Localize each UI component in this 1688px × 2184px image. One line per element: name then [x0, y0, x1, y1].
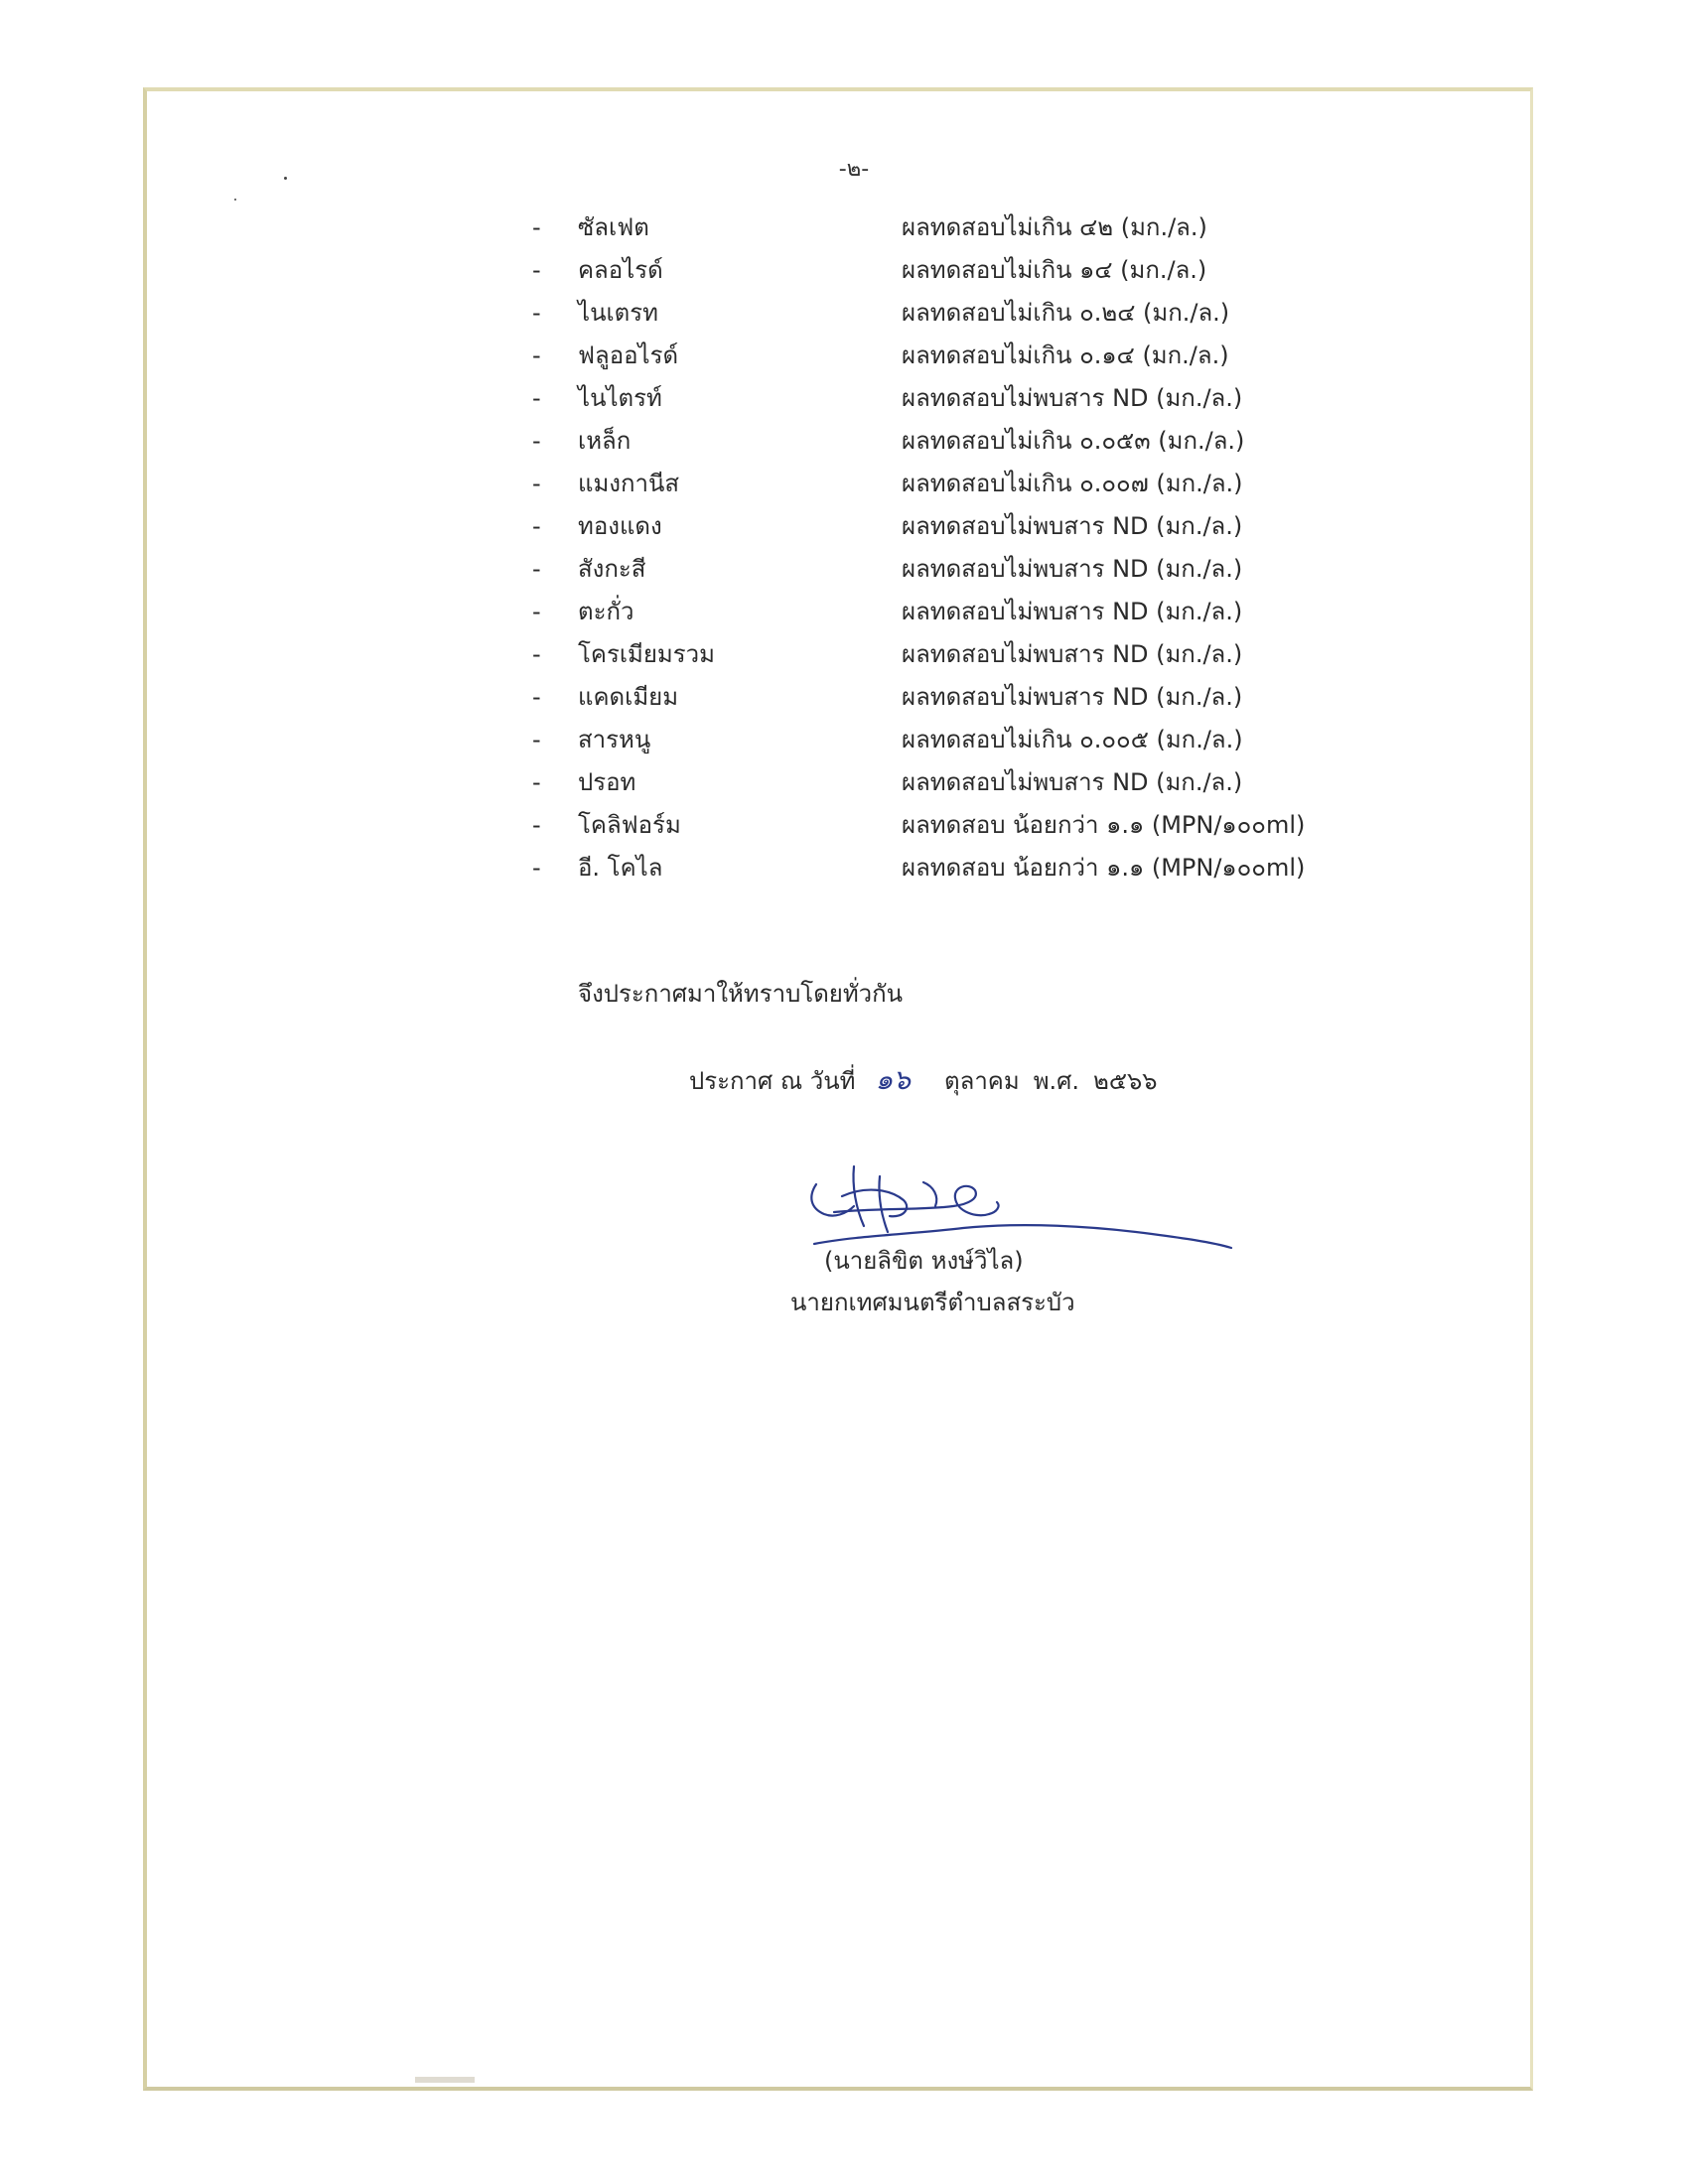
parameter-name: ไนเตรท — [578, 299, 658, 327]
list-item — [532, 804, 1346, 847]
scan-speck — [234, 199, 236, 201]
parameter-result: ผลทดสอบไม่เกิน ๔๒ (มก./ล.) — [902, 213, 1207, 241]
scan-speck — [284, 177, 287, 180]
parameter-result: ผลทดสอบไม่พบสาร ND (มก./ล.) — [902, 555, 1243, 583]
parameter-name: แคดเมียม — [578, 683, 679, 711]
parameter-result: ผลทดสอบไม่พบสาร ND (มก./ล.) — [902, 640, 1243, 668]
bullet: - — [532, 555, 541, 583]
parameter-result: ผลทดสอบไม่พบสาร ND (มก./ล.) — [902, 384, 1243, 412]
list-item — [532, 249, 1346, 292]
list-item — [532, 206, 1346, 249]
date-year: ๒๕๖๖ — [1093, 1067, 1158, 1095]
parameter-result: ผลทดสอบไม่เกิน ๑๔ (มก./ล.) — [902, 256, 1207, 284]
bullet: - — [532, 427, 541, 455]
parameter-name: คลอไรด์ — [578, 256, 663, 284]
parameter-result: ผลทดสอบ น้อยกว่า ๑.๑ (MPN/๑๐๐ml) — [902, 811, 1306, 839]
date-prefix: ประกาศ ณ วันที่ — [689, 1067, 856, 1095]
list-item — [532, 292, 1346, 335]
bullet: - — [532, 384, 541, 412]
parameter-result: ผลทดสอบไม่พบสาร ND (มก./ล.) — [902, 598, 1243, 625]
parameter-name: โคลิฟอร์ม — [578, 811, 681, 839]
list-item — [532, 335, 1346, 377]
closing-statement: จึงประกาศมาให้ทราบโดยทั่วกัน — [578, 980, 904, 1008]
parameter-result: ผลทดสอบไม่เกิน ๐.๑๔ (มก./ล.) — [902, 341, 1229, 369]
announcement-date — [689, 1058, 1171, 1102]
parameter-name: ตะกั่ว — [578, 598, 634, 625]
bullet: - — [532, 811, 541, 839]
test-results-list — [532, 206, 1346, 889]
bullet: - — [532, 768, 541, 796]
scan-smudge — [415, 2077, 475, 2083]
parameter-name: เหล็ก — [578, 427, 632, 455]
bullet: - — [532, 683, 541, 711]
parameter-result: ผลทดสอบไม่พบสาร ND (มก./ล.) — [902, 683, 1243, 711]
bullet: - — [532, 213, 541, 241]
date-month: ตุลาคม — [944, 1067, 1020, 1095]
list-item — [532, 633, 1346, 676]
page-number: -๒- — [838, 157, 870, 182]
parameter-result: ผลทดสอบไม่พบสาร ND (มก./ล.) — [902, 512, 1243, 540]
parameter-result: ผลทดสอบ น้อยกว่า ๑.๑ (MPN/๑๐๐ml) — [902, 854, 1306, 882]
parameter-name: ทองแดง — [578, 512, 662, 540]
parameter-result: ผลทดสอบไม่เกิน ๐.๐๐๗ (มก./ล.) — [902, 470, 1243, 497]
list-item — [532, 463, 1346, 505]
parameter-result: ผลทดสอบไม่เกิน ๐.๐๐๕ (มก./ล.) — [902, 726, 1243, 753]
bullet: - — [532, 854, 541, 882]
bullet: - — [532, 299, 541, 327]
list-item — [532, 505, 1346, 548]
bullet: - — [532, 598, 541, 625]
list-item — [532, 420, 1346, 463]
bullet: - — [532, 470, 541, 497]
parameter-result: ผลทดสอบไม่พบสาร ND (มก./ล.) — [902, 768, 1243, 796]
list-item — [532, 761, 1346, 804]
list-item — [532, 719, 1346, 761]
parameter-name: สารหนู — [578, 726, 651, 753]
signer-title: นายกเทศมนตรีตำบลสระบัว — [790, 1289, 1075, 1316]
parameter-result: ผลทดสอบไม่เกิน ๐.๐๕๓ (มก./ล.) — [902, 427, 1245, 455]
signer-name: (นายลิขิต หงษ์วิไล) — [824, 1247, 1024, 1275]
date-day-handwritten: ๑๖ — [875, 1063, 912, 1096]
list-item — [532, 591, 1346, 633]
date-era: พ.ศ. — [1033, 1067, 1079, 1095]
parameter-name: ซัลเฟต — [578, 213, 649, 241]
list-item — [532, 377, 1346, 420]
parameter-name: สังกะสี — [578, 555, 646, 583]
list-item — [532, 676, 1346, 719]
parameter-name: ฟลูออไรด์ — [578, 341, 679, 369]
bullet: - — [532, 256, 541, 284]
list-item — [532, 548, 1346, 591]
parameter-name: โครเมียมรวม — [578, 640, 715, 668]
bullet: - — [532, 726, 541, 753]
bullet: - — [532, 341, 541, 369]
bullet: - — [532, 512, 541, 540]
bullet: - — [532, 640, 541, 668]
parameter-name: ไนไตรท์ — [578, 384, 662, 412]
list-item — [532, 847, 1346, 889]
parameter-result: ผลทดสอบไม่เกิน ๐.๒๔ (มก./ล.) — [902, 299, 1230, 327]
parameter-name: ปรอท — [578, 768, 636, 796]
parameter-name: แมงกานีส — [578, 470, 680, 497]
parameter-name: อี. โคไล — [578, 854, 663, 882]
